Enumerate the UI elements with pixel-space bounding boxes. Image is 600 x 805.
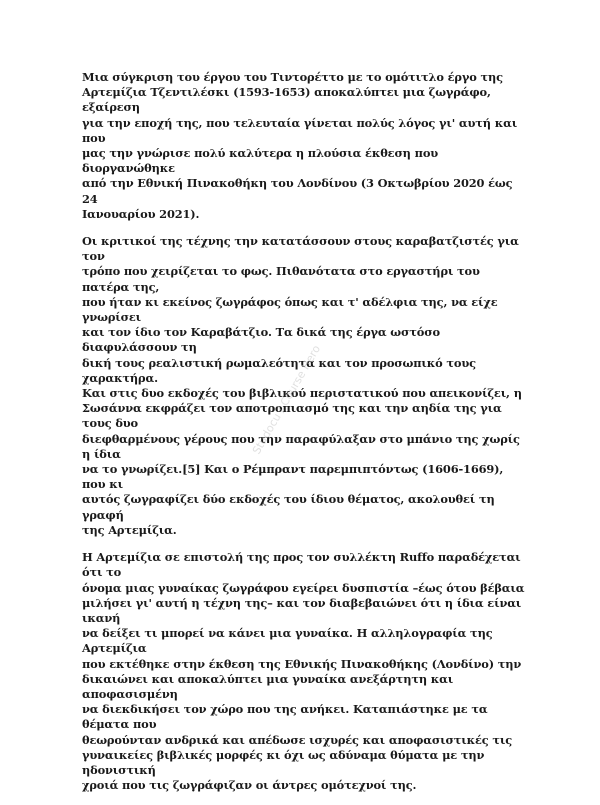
paragraph-2: Οι κριτικοί της τέχνης την κατατάσσουν στους καραβατζιστές για τον τρόπο που χειρίζεται το φως. Πιθανότατα στο εργαστήρι του πατέρα της, που ήταν κι εκείνος ζωγράφος όπως και τ' αδέλφια της, να είχε γνωρίσει και τον ίδιο τον Καραβάτζιο. Τα δικά της έργα ωστόσο διαφυλάσσουν τη δική τους ρεαλιστική ρωμαλεότητα και τον προσωπικό τους χαρακτήρα. Και στις δυο εκδοχές του βιβλικού περιστατικού που απεικονίζει, η Σωσάννα εκφράζει τον αποτροπιασμό της και την αηδία της για τους δυο διεφθαρμένους γέρους που την παραφύλαξαν στο μπάνιο της χωρίς η ίδια να το γνωρίζει.[5] Και ο Ρέμπραντ παρεμπιπτόντως (1606-1669), που κι αυτός ζωγραφίζει δύο εκδοχές του ίδιου θέματος, ακολουθεί τη γραφή της Αρτεμίζια. (82, 234, 522, 537)
document-body (82, 70, 530, 805)
watermark: Studocu / Course Hero (250, 342, 324, 457)
paragraph-1: Μια σύγκριση του έργου του Τιντορέττο με το ομότιτλο έργο της Αρτεμίζια Τζεντιλέσκι (1593-1653) αποκαλύπτει μια ζωγράφο, εξαίρεση για την εποχή της, που τελευταία γίνεται πολύς λόγος γι' αυτή και που μας την γνώρισε πολύ καλύτερα η πλούσια έκθεση που διοργανώθηκε από την Εθνική Πινακοθήκη του Λονδίνου (3 Οκτωβρίου 2020 έως 24 Ιανουαρίου 2021). (82, 70, 518, 221)
paragraph-3: Η Αρτεμίζια σε επιστολή της προς τον συλλέκτη Ruffo παραδέχεται ότι το όνομα μιας γυναίκας ζωγράφου εγείρει δυσπιστία –έως ότου βέβαια μιλήσει γι' αυτή η τέχνη της– και τον διαβεβαιώνει ότι η ίδια είναι ικανή να δείξει τι μπορεί να κάνει μια γυναίκα. Η αλληλογραφία της Αρτεμίζια που εκτέθηκε στην έκθεση της Εθνικής Πινακοθήκης (Λονδίνο) την δικαιώνει και αποκαλύπτει μια γυναίκα ανεξάρτητη και αποφασισμένη να διεκδικήσει τον χώρο που της ανήκει. Καταπιάστηκε με τα θέματα που θεωρούνταν ανδρικά και απέδωσε ισχυρές και αποφασιστικές τις γυναικείες βιβλικές μορφές κι όχι ως αδύναμα θύματα με την ηδονιστική χροιά που τις ζωγράφιζαν οι άντρες ομότεχνοί της. (82, 550, 525, 793)
